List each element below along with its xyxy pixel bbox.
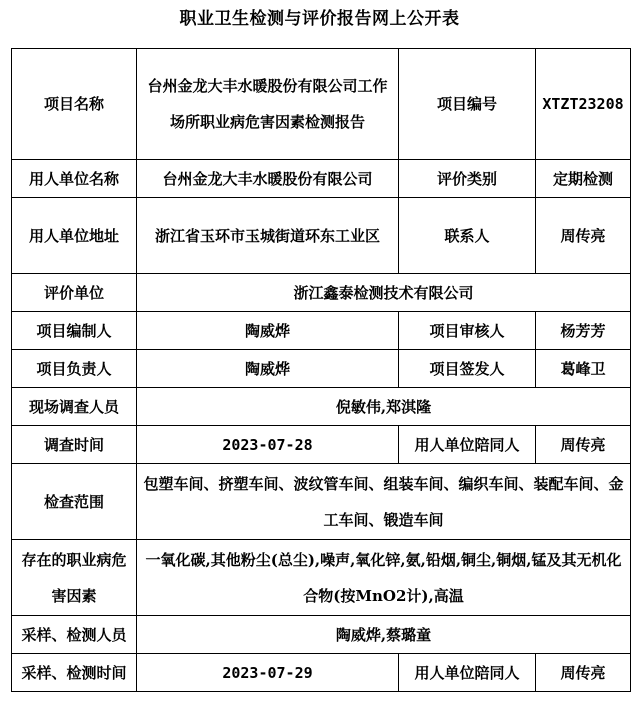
table-row: [12, 616, 631, 654]
scope-label: 检查范围: [12, 464, 137, 540]
contact-value: 周传亮: [536, 198, 631, 274]
sampling-time-value: 2023-07-29: [137, 654, 399, 692]
companion-label-1: 用人单位陪同人: [399, 426, 536, 464]
survey-staff-label: 现场调查人员: [12, 388, 137, 426]
reviewer-value: 杨芳芳: [536, 312, 631, 350]
sampling-time-label: 采样、检测时间: [12, 654, 137, 692]
hazard-label: 存在的职业病危害因素: [12, 540, 137, 616]
employer-address-value: 浙江省玉环市玉城街道环东工业区: [137, 198, 399, 274]
page-title: 职业卫生检测与评价报告网上公开表: [179, 9, 460, 29]
table-row: [12, 464, 631, 540]
table-row: [12, 388, 631, 426]
project-no-label: 项目编号: [399, 49, 536, 160]
compiler-value: 陶威烨: [137, 312, 399, 350]
sampling-staff-value: 陶威烨,蔡璐童: [137, 616, 631, 654]
hazard-value: 一氧化碳,其他粉尘(总尘),噪声,氧化锌,氨,铅烟,铜尘,铜烟,锰及其无机化合物(按MnO2计),高温: [137, 540, 631, 616]
survey-time-label: 调查时间: [12, 426, 137, 464]
project-name-label: 项目名称: [12, 49, 137, 160]
report-table: [11, 48, 631, 692]
companion-value-1: 周传亮: [536, 426, 631, 464]
companion-value-2: 周传亮: [536, 654, 631, 692]
contact-label: 联系人: [399, 198, 536, 274]
table-row: [12, 540, 631, 616]
compiler-label: 项目编制人: [12, 312, 137, 350]
table-row: [12, 274, 631, 312]
employer-address-label: 用人单位地址: [12, 198, 137, 274]
employer-name-label: 用人单位名称: [12, 160, 137, 198]
eval-type-value: 定期检测: [536, 160, 631, 198]
table-row: [12, 49, 631, 160]
table-row: [12, 654, 631, 692]
companion-label-2: 用人单位陪同人: [399, 654, 536, 692]
project-name-value: 台州金龙大丰水暖股份有限公司工作场所职业病危害因素检测报告: [137, 49, 399, 160]
table-row: [12, 160, 631, 198]
table-row: [12, 312, 631, 350]
eval-unit-label: 评价单位: [12, 274, 137, 312]
eval-type-label: 评价类别: [399, 160, 536, 198]
leader-value: 陶威烨: [137, 350, 399, 388]
leader-label: 项目负责人: [12, 350, 137, 388]
survey-staff-value: 倪敏伟,郑淇隆: [137, 388, 631, 426]
table-row: [12, 350, 631, 388]
issuer-value: 葛峰卫: [536, 350, 631, 388]
table-row: [12, 198, 631, 274]
survey-time-value: 2023-07-28: [137, 426, 399, 464]
eval-unit-value: 浙江鑫泰检测技术有限公司: [137, 274, 631, 312]
issuer-label: 项目签发人: [399, 350, 536, 388]
sampling-staff-label: 采样、检测人员: [12, 616, 137, 654]
employer-name-value: 台州金龙大丰水暖股份有限公司: [137, 160, 399, 198]
scope-value: 包塑车间、挤塑车间、波纹管车间、组装车间、编织车间、装配车间、金工车间、锻造车间: [137, 464, 631, 540]
project-no-value: XTZT23208: [536, 49, 631, 160]
table-row: [12, 426, 631, 464]
reviewer-label: 项目审核人: [399, 312, 536, 350]
